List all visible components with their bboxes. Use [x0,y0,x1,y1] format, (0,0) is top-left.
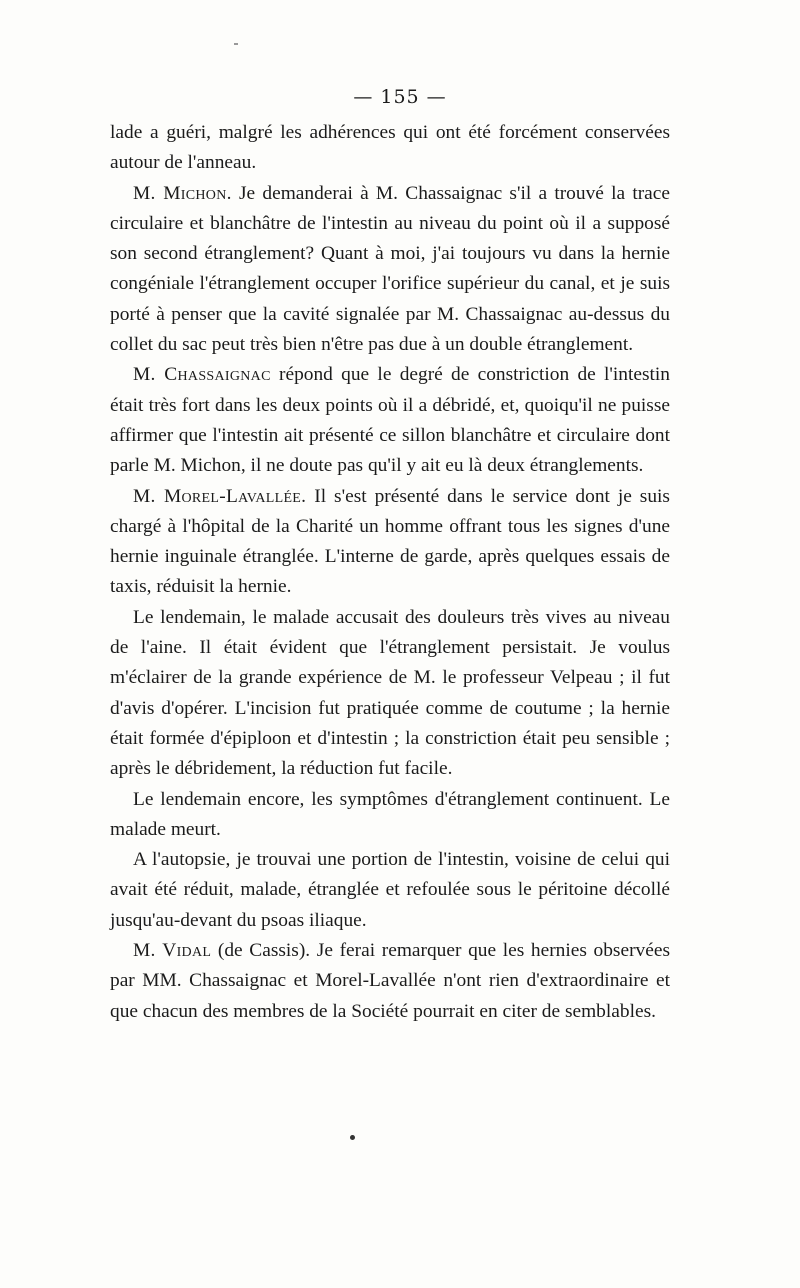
paragraph-text: Il s'est présenté dans le service dont je suis chargé à l'hôpital de la Charité un homme offrant tous les signes d'une hernie inguinale étranglée. L'interne de garde, après quelques essais de taxis, réduisit la hernie. [110,485,670,598]
paragraph-text: répond que le degré de constriction de l'intestin était très fort dans les deux points où il a débridé, et, quoiqu'il ne puisse affirmer que l'intestin ait présenté ce sillon blanchâtre et circulaire dont parle M. Michon, il ne doute pas qu'il y ait eu là deux étranglements. [110,364,670,477]
paragraph-2 [110,179,670,361]
paragraph-text: lade a guéri, malgré les adhérences qui ont été forcément conservées autour de l'anneau. [110,122,670,174]
paragraph-1 [110,118,670,179]
speaker-name: M. Vidal [133,940,212,962]
speaker-name: M. Chassaignac [133,364,271,386]
paragraph-8 [110,936,670,1027]
paragraph-text: A l'autopsie, je trouvai une portion de l'intestin, voisine de celui qui avait été réduit, malade, étranglée et refoulée sous le péritoine décollé jusqu'au-devant du psoas iliaque. [110,849,670,931]
speaker-name: M. Morel-Lavallée. [133,485,307,507]
paragraph-text: Je demanderai à M. Chassaignac s'il a trouvé la trace circulaire et blanchâtre de l'intestin au niveau du point où il a supposé son second étranglement? Quant à moi, j'ai toujours vu dans la hernie congéniale l'étranglement occuper l'orifice supérieur du canal, et je suis porté à penser que la cavité signalée par M. Chassaignac au-dessus du collet du sac peut très bien n'être pas due à un double étranglement. [110,182,671,356]
ink-dot [350,1135,355,1140]
paragraph-7 [110,845,670,936]
paper-speck [234,43,238,45]
paragraph-4 [110,482,670,603]
paragraph-5 [110,603,670,785]
paragraph-text: (de Cassis). Je ferai remarquer que les hernies observées par MM. Chassaignac et Morel-Lavallée n'ont rien d'extraordinaire et que chacun des membres de la Société pourrait en citer de semblables. [110,940,670,1022]
paragraph-3 [110,360,670,481]
paragraph-text: Le lendemain, le malade accusait des douleurs très vives au niveau de l'aine. Il était évident que l'étranglement persistait. Je voulus m'éclairer de la grande expérience de M. le professeur Velpeau ; il fut d'avis d'opérer. L'incision fut pratiquée comme de coutume ; la hernie était formée d'épiploon et d'intestin ; la constriction était peu sensible ; après le débridement, la réduction fut facile. [110,606,670,780]
page-number: — 155 — [353,86,447,108]
body-text [110,118,670,1027]
paragraph-6 [110,785,670,846]
paragraph-text: Le lendemain encore, les symptômes d'étranglement continuent. Le malade meurt. [110,788,670,840]
speaker-name: M. Michon. [133,182,232,204]
